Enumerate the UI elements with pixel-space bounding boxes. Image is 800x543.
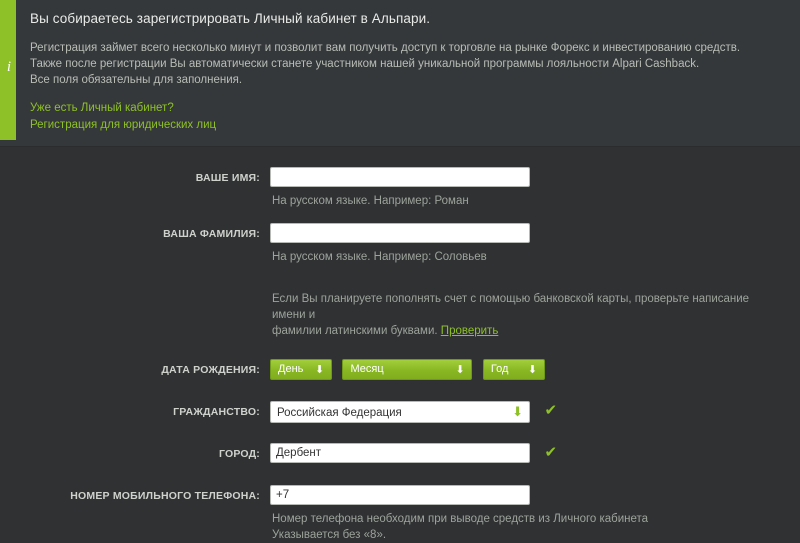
existing-account-link[interactable]: Уже есть Личный кабинет? (30, 102, 174, 114)
birth-day-dropdown[interactable] (270, 359, 332, 380)
info-paragraph-2: Также после регистрации Вы автоматически станете участником нашей уникальной программы лояльности Alpari Cashback. (30, 58, 700, 70)
info-paragraph-3: Все поля обязательны для заполнения. (30, 74, 243, 86)
last-name-input[interactable] (270, 223, 530, 243)
label-first-name: ВАШЕ ИМЯ: (195, 172, 260, 184)
birth-year-value: Год (490, 363, 509, 375)
hint-phone-line2: Указывается без «8». (272, 529, 387, 541)
info-icon: i (6, 59, 12, 75)
info-text (30, 40, 788, 88)
phone-input[interactable] (270, 485, 530, 505)
birth-month-dropdown[interactable] (342, 359, 472, 380)
city-valid-icon: ✔ (544, 444, 558, 461)
check-spelling-link[interactable]: Проверить (440, 325, 499, 337)
hint-last-name: На русском языке. Например: Соловьев (272, 251, 487, 263)
chevron-down-icon: ⬇ (315, 364, 325, 376)
label-birth-date: ДАТА РОЖДЕНИЯ: (161, 364, 260, 376)
info-paragraph-1: Регистрация займет всего несколько минут и позволит вам получить доступ к торговле на рынке Форекс и инвестированию средств. (30, 42, 741, 54)
birth-month-value: Месяц (350, 363, 384, 375)
card-note-line1: Если Вы планируете пополнять счет с помощью банковской карты, проверьте написание имени и (272, 293, 750, 321)
hint-phone (270, 505, 770, 543)
card-note (270, 285, 770, 339)
info-panel (0, 0, 800, 147)
citizenship-value: Российская Федерация (277, 407, 402, 419)
row-last-name (0, 223, 800, 265)
legal-entity-registration-link[interactable]: Регистрация для юридических лиц (30, 119, 217, 131)
hint-phone-line1: Номер телефона необходим при выводе средств из Личного кабинета (272, 513, 649, 525)
label-citizenship: ГРАЖДАНСТВО: (173, 406, 260, 418)
label-phone: НОМЕР МОБИЛЬНОГО ТЕЛЕФОНА: (70, 490, 260, 502)
birth-year-dropdown[interactable] (483, 359, 545, 380)
label-last-name: ВАША ФАМИЛИЯ: (163, 228, 260, 240)
chevron-down-icon: ⬇ (527, 364, 538, 376)
label-city: ГОРОД: (218, 448, 260, 460)
row-birth-date (0, 359, 800, 381)
row-city (0, 443, 800, 465)
row-citizenship (0, 401, 800, 423)
page-title: Вы собираетесь зарегистрировать Личный кабинет в Альпари. (30, 11, 431, 26)
row-phone (0, 485, 800, 543)
row-card-note (0, 285, 800, 339)
citizenship-valid-icon: ✔ (544, 402, 558, 419)
row-first-name (0, 167, 800, 209)
chevron-down-icon: ⬇ (512, 404, 523, 419)
chevron-down-icon: ⬇ (455, 364, 465, 376)
birth-day-value: День (278, 363, 304, 375)
card-note-line2: фамилии латинскими буквами. (272, 325, 438, 337)
hint-first-name: На русском языке. Например: Роман (272, 195, 469, 207)
first-name-input[interactable] (270, 167, 530, 187)
citizenship-select[interactable] (270, 401, 530, 423)
registration-form (0, 147, 800, 543)
info-links (30, 100, 788, 134)
city-input[interactable] (270, 443, 530, 463)
